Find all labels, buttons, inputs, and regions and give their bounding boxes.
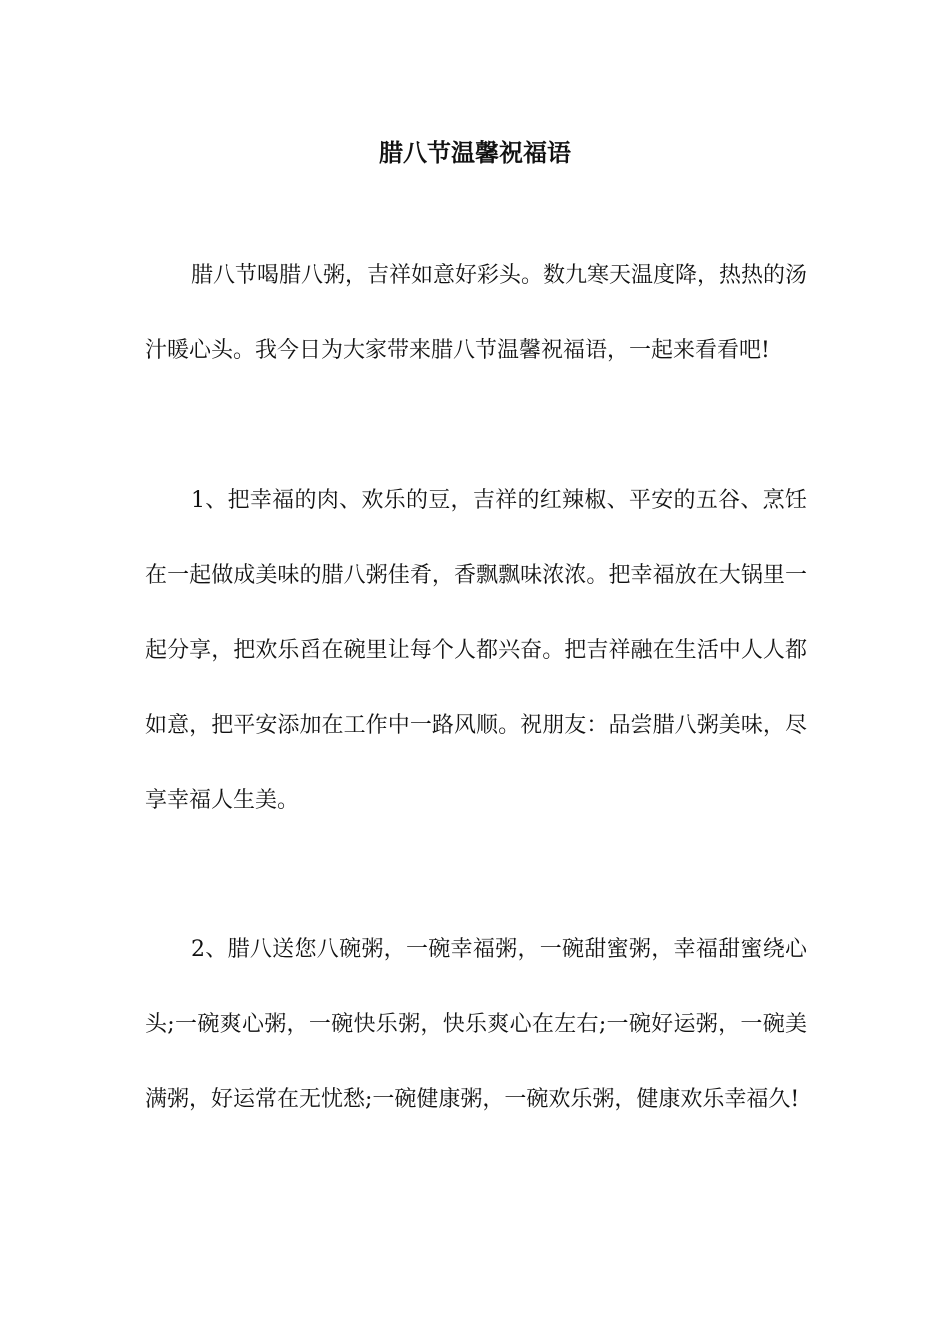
intro-paragraph: 腊八节喝腊八粥，吉祥如意好彩头。数九寒天温度降，热热的汤汁暖心头。我今日为大家带来腊八节温馨祝福语，一起来看看吧! [145, 263, 808, 363]
blessing-item-2: 2、腊八送您八碗粥，一碗幸福粥，一碗甜蜜粥，幸福甜蜜绕心头;一碗爽心粥，一碗快乐粥，快乐爽心在左右;一碗好运粥，一碗美满粥，好运常在无忧愁;一碗健康粥，一碗欢乐粥，健康欢乐幸福久! [145, 937, 807, 1112]
blessing-item-1: 1、把幸福的肉、欢乐的豆，吉祥的红辣椒、平安的五谷、烹饪在一起做成美味的腊八粥佳肴，香飘飘味浓浓。把幸福放在大锅里一起分享，把欢乐舀在碗里让每个人都兴奋。把吉祥融在生活中人人都如意，把平安添加在工作中一路风顺。祝朋友：品尝腊八粥美味，尽享幸福人生美。 [145, 488, 807, 813]
document-title: 腊八节温馨祝福语 [379, 138, 571, 167]
